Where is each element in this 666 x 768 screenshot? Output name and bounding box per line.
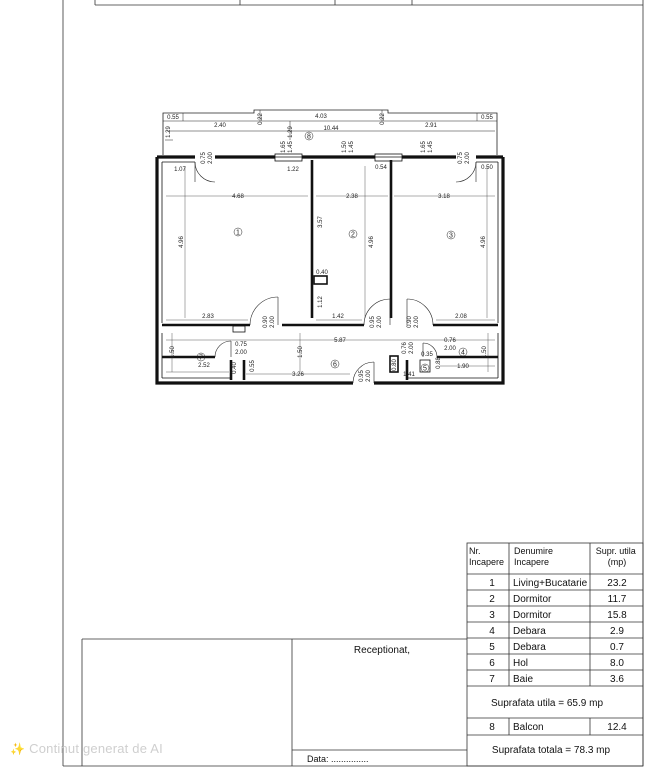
dim-label: 0.55 bbox=[481, 115, 493, 121]
dim-label: 0.54 bbox=[375, 165, 387, 171]
dim-label: 2.00 bbox=[409, 342, 415, 354]
table-header-area-text: Supr. utila bbox=[595, 546, 636, 556]
dim-label: 2.00 bbox=[377, 316, 383, 328]
table-row-name: Hol bbox=[513, 658, 529, 669]
balcony-nr: 8 bbox=[489, 722, 495, 733]
table-row-nr: 1 bbox=[489, 578, 495, 589]
dim-label: 0.80 bbox=[392, 359, 398, 371]
table-row-area: 3.6 bbox=[610, 674, 624, 685]
dim-label: 1.50 bbox=[170, 346, 176, 358]
dim-label: 2.00 bbox=[465, 152, 471, 164]
dim-label: 0.35 bbox=[421, 352, 433, 358]
dim-label: 3.18 bbox=[438, 194, 450, 200]
dim-label: 0.22 bbox=[258, 113, 264, 125]
dim-label: 0.50 bbox=[481, 165, 493, 171]
dim-label: 0.90 bbox=[263, 316, 269, 328]
dim-label: 2.40 bbox=[214, 123, 226, 129]
dim-label: 4.96 bbox=[179, 236, 185, 248]
dim-label: 2.00 bbox=[414, 316, 420, 328]
table-row-nr: 3 bbox=[489, 610, 495, 621]
dim-label: 1.50 bbox=[342, 141, 348, 153]
dim-label: 1.50 bbox=[298, 346, 304, 358]
dim-label: 2.52 bbox=[198, 363, 210, 369]
dim-label: 2.00 bbox=[270, 316, 276, 328]
table-header-area-text-2: (mp) bbox=[607, 557, 627, 567]
room-number-5: 5 bbox=[423, 365, 427, 373]
dim-label: 1.45 bbox=[349, 141, 355, 153]
dim-label: 1.45 bbox=[288, 141, 294, 153]
ai-generated-watermark bbox=[10, 741, 163, 756]
table-header-nr-text: Nr. bbox=[469, 546, 481, 556]
dim-label: 0.75 bbox=[235, 342, 247, 348]
table-row-nr: 7 bbox=[489, 674, 495, 685]
table-header-name bbox=[514, 546, 556, 567]
dim-label: 2.00 bbox=[208, 152, 214, 164]
dim-label: 1.29 bbox=[288, 126, 294, 138]
table-row-nr: 6 bbox=[489, 658, 495, 669]
room-numbers bbox=[197, 132, 467, 372]
table-row-area: 2.9 bbox=[610, 626, 624, 637]
dim-label: 0.90 bbox=[407, 316, 413, 328]
received-label: Receptionat, bbox=[353, 645, 411, 656]
dim-label: 2.00 bbox=[366, 370, 372, 382]
table-header-name-text: Denumire bbox=[514, 546, 554, 556]
dim-label: 3.57 bbox=[318, 216, 324, 228]
dim-label: 1.29 bbox=[166, 126, 172, 138]
table-row-area: 15.8 bbox=[607, 610, 627, 621]
watermark-text: Continut generat de AI bbox=[29, 741, 163, 756]
dim-label: 2.00 bbox=[235, 350, 247, 356]
table-header-area bbox=[596, 546, 639, 567]
dim-label: 2.83 bbox=[202, 314, 214, 320]
dim-label: 0.40 bbox=[316, 270, 328, 276]
date-label: Data: ............... bbox=[307, 754, 369, 764]
room-number-8: 8 bbox=[307, 133, 311, 141]
dim-label: 1.12 bbox=[318, 296, 324, 308]
balcony-outline bbox=[163, 110, 497, 155]
room-number-2: 2 bbox=[351, 231, 355, 239]
dim-label: 1.45 bbox=[428, 141, 434, 153]
table-row-area: 8.0 bbox=[610, 658, 624, 669]
dim-label: 10.44 bbox=[323, 126, 339, 132]
dim-label: 2.91 bbox=[425, 123, 437, 129]
table-header-name-text-2: Incapere bbox=[514, 557, 550, 567]
dim-label: 3.26 bbox=[292, 372, 304, 378]
table-row-nr: 4 bbox=[489, 626, 495, 637]
dim-label: 4.03 bbox=[315, 114, 327, 120]
room-number-6: 6 bbox=[333, 361, 337, 369]
room-number-7: 7 bbox=[199, 354, 203, 362]
dim-label: 1.07 bbox=[174, 167, 186, 173]
dim-label: 1.22 bbox=[287, 167, 299, 173]
table-row-area: 11.7 bbox=[607, 594, 627, 605]
dim-label: 0.95 bbox=[370, 316, 376, 328]
table-row-nr: 5 bbox=[489, 642, 495, 653]
floor-plan bbox=[157, 110, 503, 383]
dim-label: 2.08 bbox=[455, 314, 467, 320]
table-row-name: Dormitor bbox=[513, 594, 552, 605]
dim-label: 1.65 bbox=[281, 141, 287, 153]
table-header-nr bbox=[469, 546, 504, 567]
area-table-rows bbox=[489, 578, 627, 685]
room-number-4: 4 bbox=[461, 349, 465, 357]
dim-label: 2.00 bbox=[444, 346, 456, 352]
dim-label: 0.76 bbox=[444, 338, 456, 344]
dim-label: 4.68 bbox=[232, 194, 244, 200]
table-row-name: Debara bbox=[513, 626, 546, 637]
dim-label: 0.40 bbox=[232, 362, 238, 374]
grand-area-total: Suprafata totala = 78.3 mp bbox=[491, 745, 611, 756]
dim-label: 5.87 bbox=[334, 338, 346, 344]
table-row-name: Debara bbox=[513, 642, 546, 653]
balcony-name: Balcon bbox=[513, 722, 544, 733]
table-header-nr-text-2: Incapere bbox=[469, 557, 505, 567]
dim-label: 0.88 bbox=[436, 357, 442, 369]
dim-label: 1.50 bbox=[482, 346, 488, 358]
useful-area-total: Suprafata utila = 65.9 mp bbox=[490, 698, 604, 709]
table-row-name: Living+Bucatarie bbox=[513, 578, 588, 589]
dim-label: 0.55 bbox=[250, 360, 256, 372]
balcony-area: 12.4 bbox=[607, 722, 627, 733]
table-row-name: Dormitor bbox=[513, 610, 552, 621]
table-row-nr: 2 bbox=[489, 594, 495, 605]
dim-label: 4.96 bbox=[481, 236, 487, 248]
table-row-area: 0.7 bbox=[610, 642, 624, 653]
dim-label: 1.42 bbox=[332, 314, 344, 320]
dim-label: 0.22 bbox=[380, 113, 386, 125]
table-row-area: 23.2 bbox=[607, 578, 627, 589]
room-number-1: 1 bbox=[236, 229, 240, 237]
dim-label: 1.90 bbox=[457, 364, 469, 370]
dim-label: 0.75 bbox=[201, 152, 207, 164]
dim-label: 0.76 bbox=[402, 342, 408, 354]
dim-label: 0.75 bbox=[458, 152, 464, 164]
room-number-3: 3 bbox=[449, 232, 453, 240]
dim-label: 0.55 bbox=[167, 115, 179, 121]
dim-label: 1.41 bbox=[403, 372, 415, 378]
sparkle-icon: ✨ bbox=[10, 742, 26, 756]
dim-label: 4.96 bbox=[369, 236, 375, 248]
dim-label: 2.38 bbox=[346, 194, 358, 200]
table-row-name: Baie bbox=[513, 674, 534, 685]
dim-label: 0.95 bbox=[359, 370, 365, 382]
dim-label: 1.65 bbox=[421, 141, 427, 153]
